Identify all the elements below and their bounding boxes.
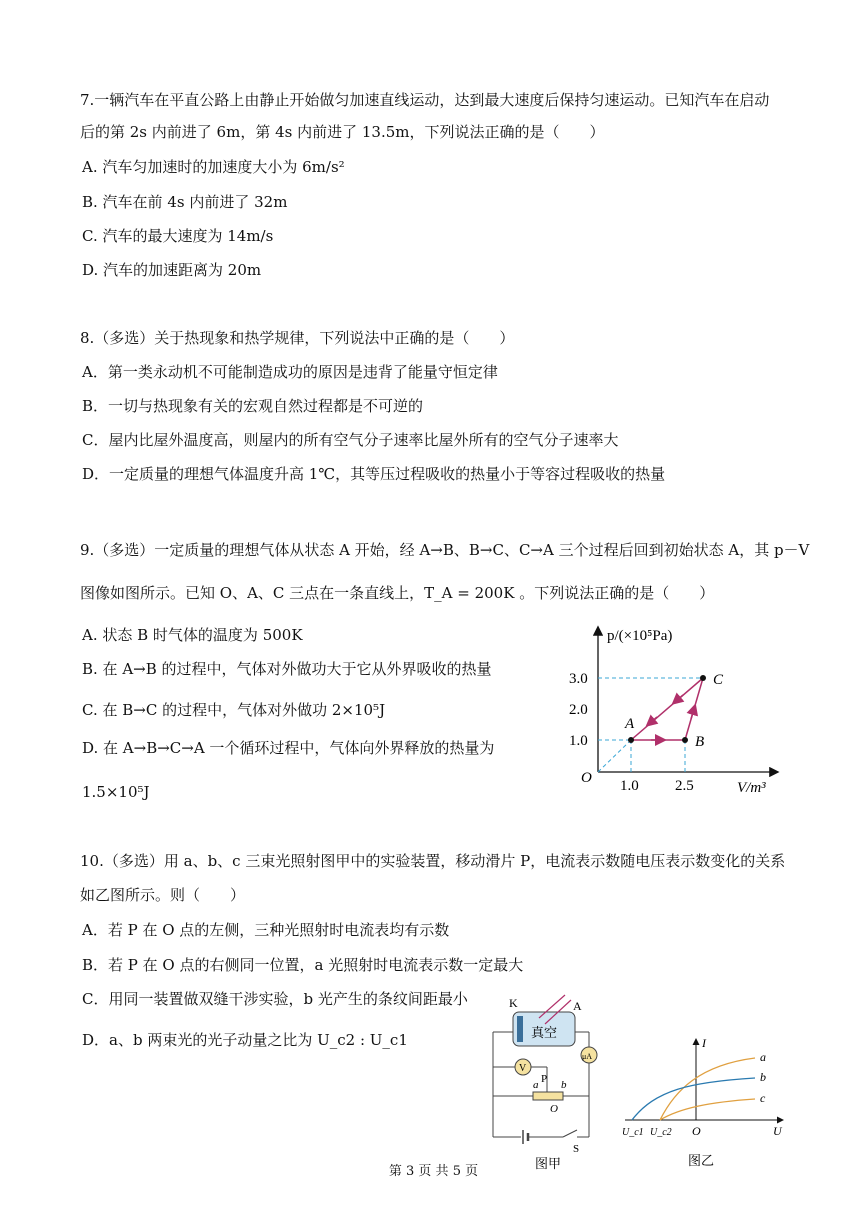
q8-option-d: D．一定质量的理想气体温度升高 1℃，其等压过程吸收的热量小于等容过程吸收的热量 (82, 465, 666, 483)
switch-s (563, 1130, 577, 1137)
microammeter-label: μA (582, 1052, 593, 1061)
iu-origin: O (692, 1124, 701, 1138)
q8-option-a: A．第一类永动机不可能制造成功的原因是违背了能量守恒定律 (82, 363, 498, 381)
pv-point-b (682, 737, 688, 743)
pv-path-ca (631, 678, 703, 740)
pv-graph (565, 620, 790, 800)
q9-option-c: C. 在 B→C 的过程中，气体对外做功 2×10⁵J (82, 701, 386, 719)
iu-uc2: U_c2 (650, 1127, 672, 1138)
q7-option-b: B. 汽车在前 4s 内前进了 32m (82, 193, 288, 211)
q8-option-c: C．屋内比屋外温度高，则屋内的所有空气分子速率比屋外所有的空气分子速率大 (82, 431, 619, 449)
pv-ytick-3: 3.0 (569, 671, 588, 687)
q7-option-a: A. 汽车匀加速时的加速度大小为 6m/s² (82, 158, 345, 176)
fig-jia-circuit (485, 992, 610, 1172)
iu-label-c: c (760, 1091, 766, 1105)
pv-y-label: p/(×10⁵Pa) (607, 628, 673, 644)
pv-label-a: A (625, 716, 635, 732)
pv-xtick-2.5: 2.5 (675, 778, 694, 794)
pv-label-b: B (695, 734, 705, 750)
label-k: K (509, 996, 518, 1010)
iu-label-a: a (760, 1050, 766, 1064)
q7-option-c: C. 汽车的最大速度为 14m/s (82, 227, 274, 245)
q9-option-a: A. 状态 B 时气体的温度为 500K (82, 626, 303, 644)
q9-stem-line1: 9.（多选）一定质量的理想气体从状态 A 开始，经 A→B、B→C、C→A 三个过程后回到初始状态 A，其 p－V (80, 541, 810, 559)
pv-xtick-1: 1.0 (620, 778, 639, 794)
fig-yi-graph (620, 1035, 790, 1175)
q10-stem-line2: 如乙图所示。则（ ） (80, 886, 246, 904)
q7-stem-line1: 7.一辆汽车在平直公路上由静止开始做匀加速直线运动，达到最大速度后保持匀速运动。已知汽车在启动 (80, 91, 770, 109)
q10-option-c: C．用同一装置做双缝干涉实验，b 光产生的条纹间距最小 (82, 990, 468, 1008)
q10-option-d: D．a、b 两束光的光子动量之比为 U_c2 : U_c1 (82, 1031, 408, 1049)
label-b-end: b (561, 1079, 567, 1091)
pv-point-a (628, 737, 634, 743)
label-a-end: a (533, 1079, 539, 1091)
fig-yi-caption: 图乙 (688, 1153, 715, 1168)
pv-ytick-1: 1.0 (569, 733, 588, 749)
pv-label-c: C (713, 672, 724, 688)
iu-label-b: b (760, 1070, 766, 1084)
label-anode: A (573, 999, 582, 1013)
q10-option-b: B．若 P 在 O 点的右侧同一位置，a 光照射时电流表示数一定最大 (82, 956, 524, 974)
q9-option-d-cont: 1.5×10⁵J (82, 783, 150, 801)
pv-point-c (700, 675, 706, 681)
q10-stem-line1: 10.（多选）用 a、b、c 三束光照射图甲中的实验装置，移动滑片 P，电流表示数随电压表示数变化的关系 (80, 852, 786, 870)
cathode-plate (517, 1016, 523, 1042)
pv-x-label: V/m³ (737, 780, 766, 796)
fig-jia-caption: 图甲 (535, 1156, 562, 1171)
pv-arrow-ca1 (676, 695, 683, 701)
q9-option-b: B. 在 A→B 的过程中，气体对外做功大于它从外界吸收的热量 (82, 660, 492, 678)
q8-option-b: B．一切与热现象有关的宏观自然过程都是不可逆的 (82, 397, 424, 415)
q7-option-d: D. 汽车的加速距离为 20m (82, 261, 262, 279)
iu-uc1: U_c1 (622, 1127, 644, 1138)
iu-u-label: U (773, 1124, 782, 1138)
page-footer: 第 3 页 共 5 页 (388, 1164, 479, 1179)
rheostat (533, 1092, 563, 1100)
voltmeter-label: V (519, 1063, 527, 1074)
label-o: O (550, 1103, 558, 1115)
q10-option-a: A．若 P 在 O 点的左侧，三种光照射时电流表均有示数 (82, 921, 450, 939)
iu-curve-b (632, 1078, 755, 1120)
iu-curve-a (660, 1058, 755, 1120)
q9-stem-line2: 图像如图所示。已知 O、A、C 三点在一条直线上，T_A = 200K 。下列说法正确的是（ ） (80, 584, 715, 602)
q9-option-d: D. 在 A→B→C→A 一个循环过程中，气体向外界释放的热量为 (82, 739, 495, 757)
iu-i-label: I (702, 1036, 706, 1050)
iu-curve-c (660, 1099, 755, 1120)
pv-ytick-2: 2.0 (569, 702, 588, 718)
tube-label: 真空 (531, 1025, 558, 1040)
label-p: P (541, 1073, 548, 1085)
pv-arrow-bc (691, 709, 694, 719)
q8-stem: 8.（多选）关于热现象和热学规律，下列说法中正确的是（ ） (80, 329, 515, 347)
pv-guide-o-a (598, 740, 631, 772)
pv-arrow-ca2 (650, 717, 657, 723)
pv-origin: O (581, 770, 592, 786)
q7-stem-line2: 后的第 2s 内前进了 6m，第 4s 内前进了 13.5m，下列说法正确的是（ ） (80, 123, 605, 141)
label-s: S (573, 1143, 580, 1155)
